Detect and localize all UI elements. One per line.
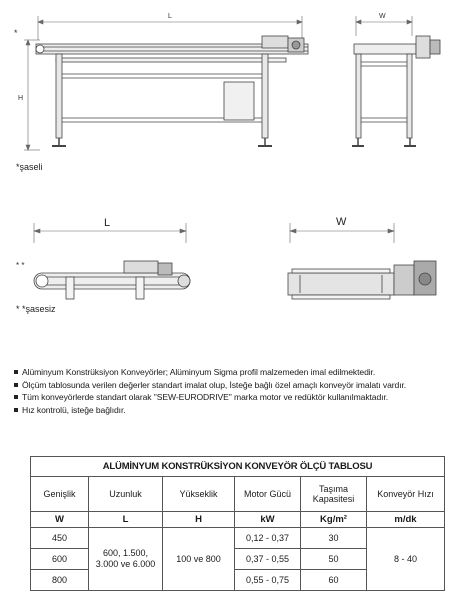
table-row bbox=[31, 528, 445, 549]
cell-width: 800 bbox=[31, 570, 89, 591]
note-item bbox=[14, 366, 406, 379]
unit-motor-power: kW bbox=[235, 512, 301, 528]
end-elevation bbox=[352, 36, 440, 146]
note-text: Tüm konveyörlerde standart olarak "SEW-EURODRIVE" marka motor ve redüktör kullanılmaktadır. bbox=[22, 392, 389, 403]
note-item bbox=[14, 391, 406, 404]
cell-width: 600 bbox=[31, 549, 89, 570]
unit-height: H bbox=[163, 512, 235, 528]
header-length: Uzunluk bbox=[89, 477, 163, 512]
length-label-2: L bbox=[104, 217, 111, 229]
note-text: Alüminyum Konstrüksiyon Konveyörler; Alüminyum Sigma profil malzemeden imal edilmektedir. bbox=[22, 367, 376, 377]
note-item bbox=[14, 404, 406, 417]
cell-speed: 8 - 40 bbox=[367, 528, 445, 591]
side-view-no-chassis bbox=[34, 261, 190, 299]
bullet-icon bbox=[14, 383, 18, 387]
table-title: ALÜMİNYUM KONSTRÜKSİYON KONVEYÖR ÖLÇÜ TABLOSU bbox=[31, 457, 445, 477]
table-header-row bbox=[31, 477, 445, 512]
note-text: Ölçüm tablosunda verilen değerler standart imalat olup, İsteğe bağlı özel amaçlı konveyör imalatı vardır. bbox=[22, 379, 407, 390]
unit-capacity: Kg/m² bbox=[301, 512, 367, 528]
side-elevation bbox=[36, 36, 308, 146]
note-item bbox=[14, 379, 406, 392]
notes-list bbox=[14, 366, 406, 416]
height-dimension bbox=[24, 40, 40, 150]
cell-motor-power: 0,55 - 0,75 bbox=[235, 570, 301, 591]
cell-capacity: 30 bbox=[301, 528, 367, 549]
header-height: Yükseklik bbox=[163, 477, 235, 512]
cell-capacity: 60 bbox=[301, 570, 367, 591]
unit-speed: m/dk bbox=[367, 512, 445, 528]
dimension-table bbox=[30, 456, 445, 591]
length-label: L bbox=[168, 13, 172, 20]
width-label-2: W bbox=[336, 216, 347, 228]
header-width: Genişlik bbox=[31, 477, 89, 512]
no-chassis-mark: * * bbox=[16, 261, 25, 270]
no-chassis-drawing bbox=[0, 195, 464, 325]
end-view-no-chassis bbox=[288, 261, 436, 299]
cell-height: 100 ve 800 bbox=[163, 528, 235, 591]
cell-length: 600, 1.500, 3.000 ve 6.000 bbox=[89, 528, 163, 591]
chassis-mark: * bbox=[14, 28, 18, 38]
unit-length: L bbox=[89, 512, 163, 528]
cell-motor-power: 0,37 - 0,55 bbox=[235, 549, 301, 570]
chassis-drawing bbox=[0, 0, 464, 180]
height-label: H bbox=[18, 95, 24, 102]
bullet-icon bbox=[14, 408, 18, 412]
no-chassis-caption: * *şasesiz bbox=[16, 304, 56, 314]
header-speed: Konveyör Hızı bbox=[367, 477, 445, 512]
table-unit-row bbox=[31, 512, 445, 528]
note-text: Hız kontrolü, isteğe bağlıdır. bbox=[22, 404, 126, 415]
cell-motor-power: 0,12 - 0,37 bbox=[235, 528, 301, 549]
cell-width: 450 bbox=[31, 528, 89, 549]
bullet-icon bbox=[14, 370, 18, 374]
chassis-caption: *şaseli bbox=[16, 162, 43, 172]
unit-width: W bbox=[31, 512, 89, 528]
cell-capacity: 50 bbox=[301, 549, 367, 570]
width-label: W bbox=[379, 13, 386, 20]
bullet-icon bbox=[14, 395, 18, 399]
header-motor-power: Motor Gücü bbox=[235, 477, 301, 512]
header-capacity: Taşıma Kapasitesi bbox=[301, 477, 367, 512]
